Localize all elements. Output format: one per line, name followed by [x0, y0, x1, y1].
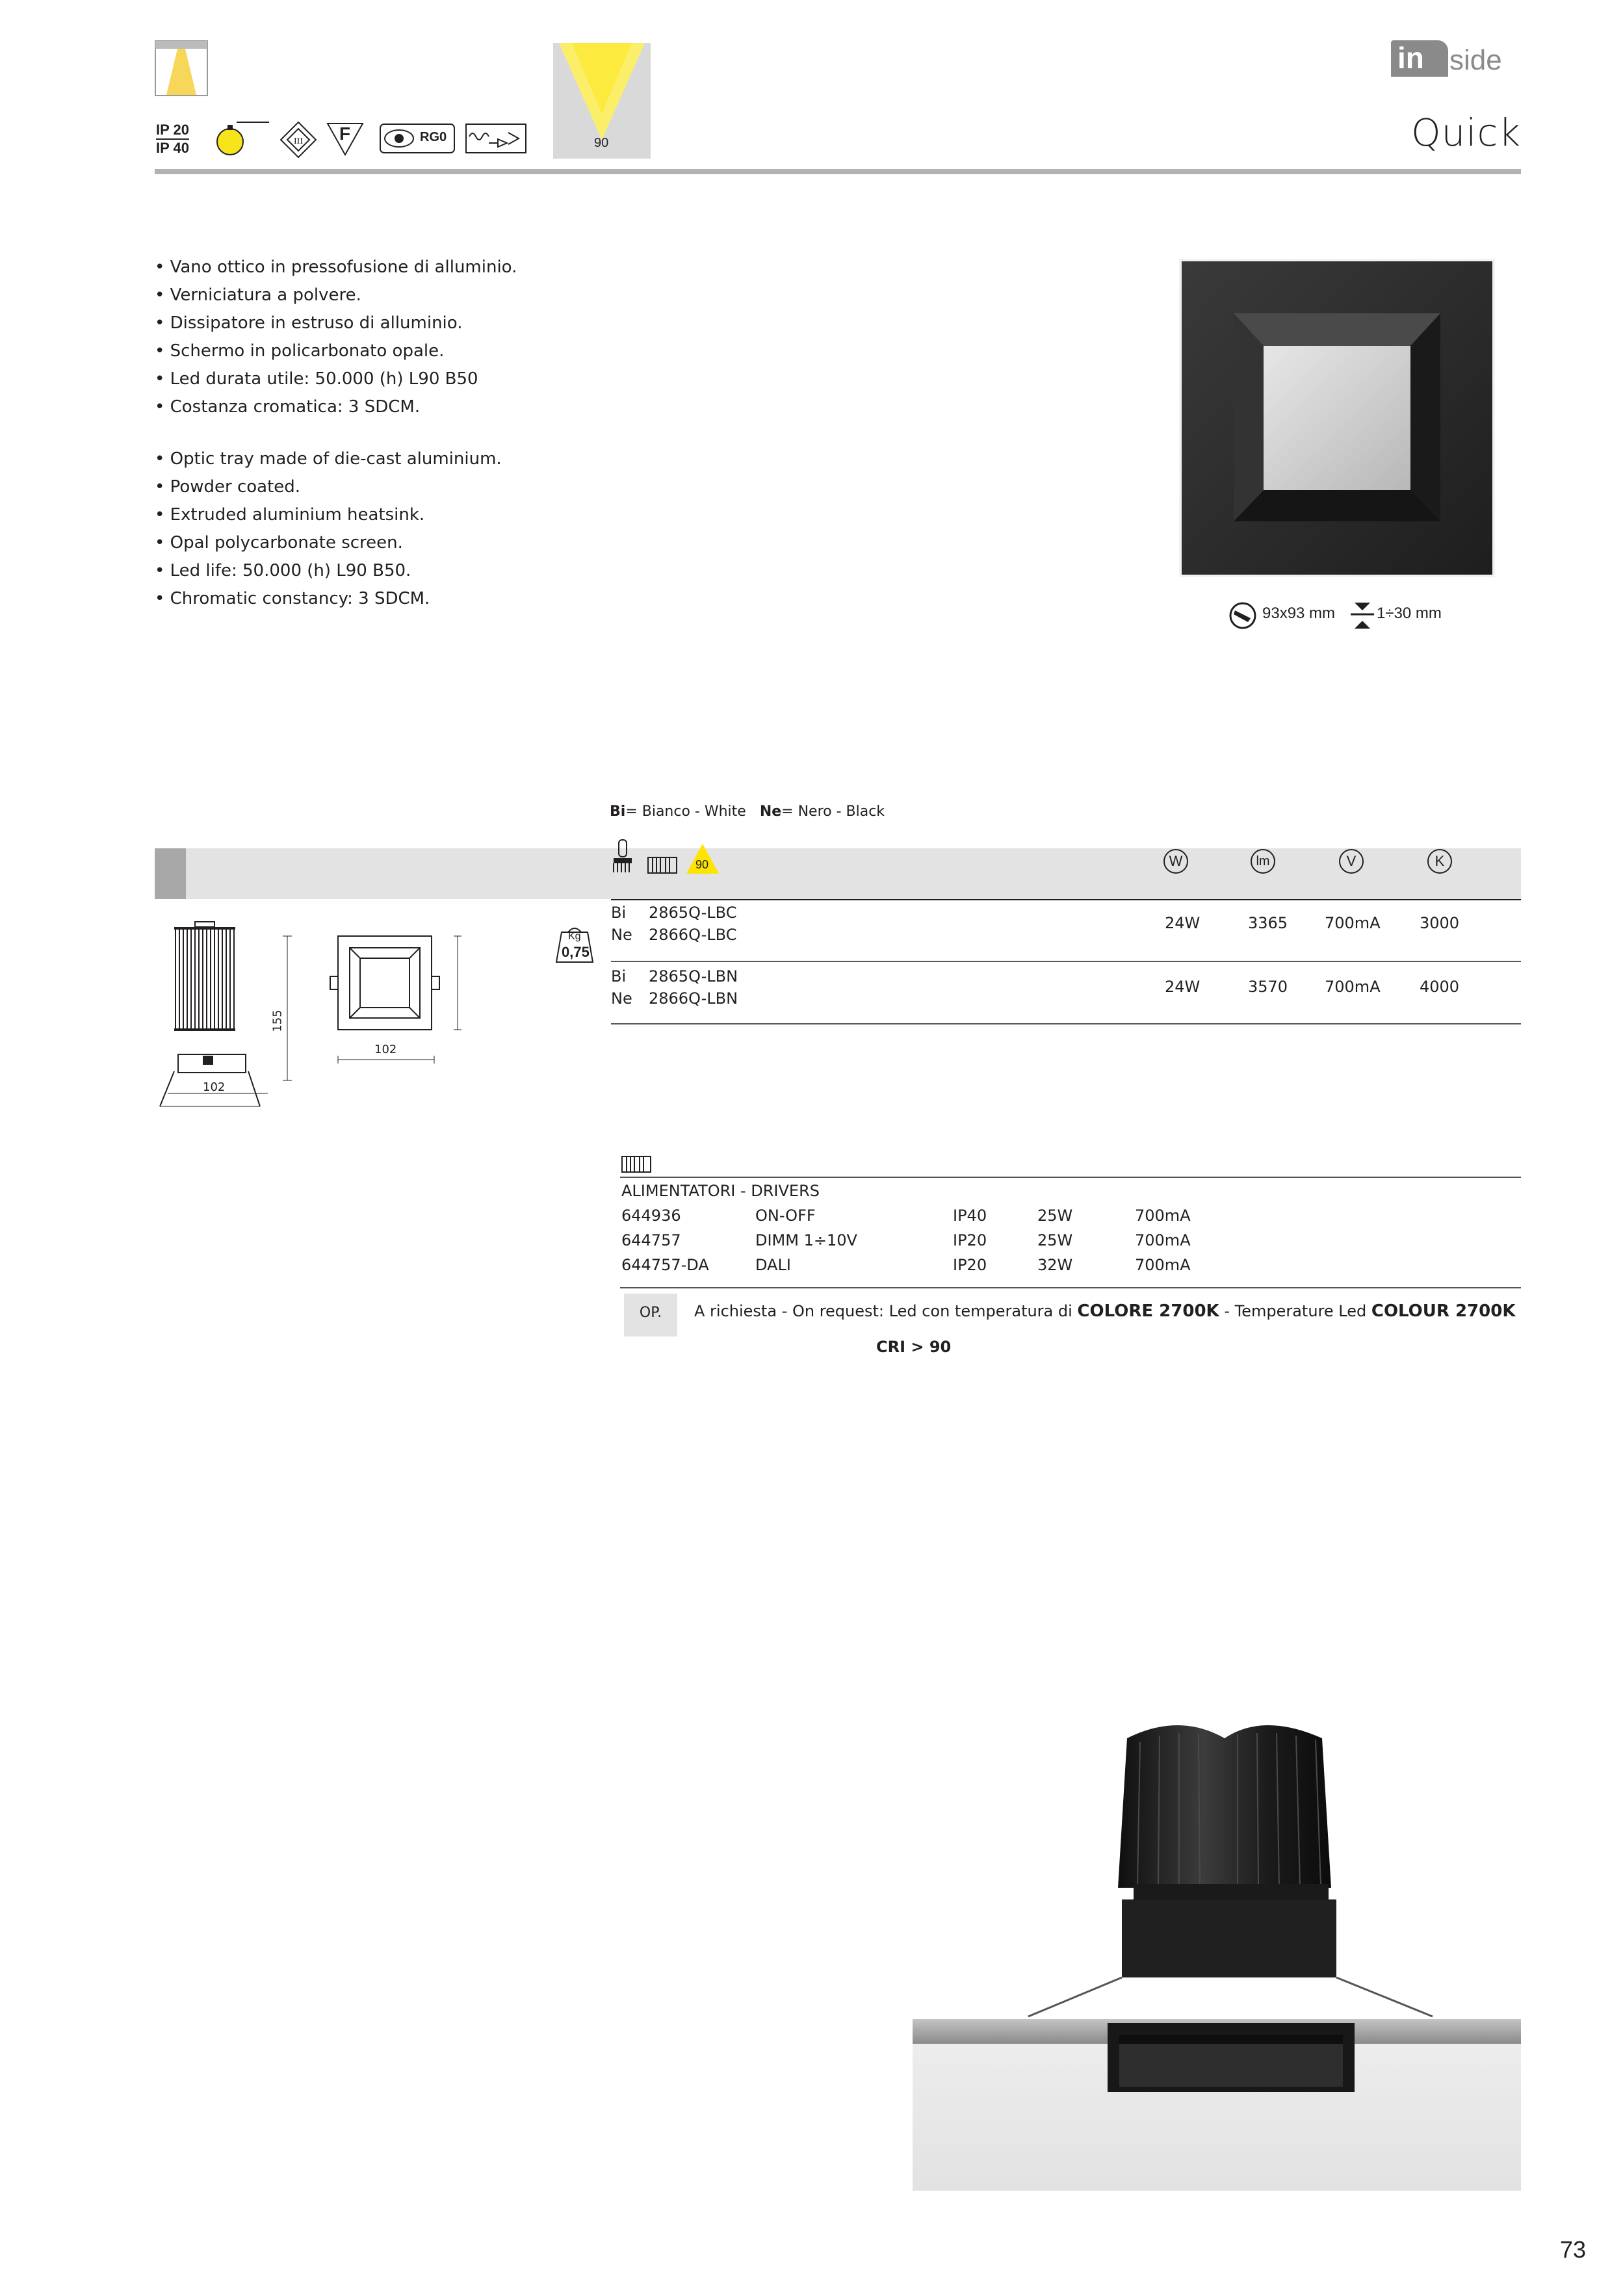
bulb-icon — [213, 118, 269, 159]
svg-text:III: III — [294, 137, 303, 146]
watt-icon: W — [1163, 849, 1188, 874]
page-title: Quick — [1410, 111, 1521, 155]
product-code: 2866Q-LBN — [649, 989, 738, 1008]
drivers-rule-top — [620, 1177, 1521, 1178]
description-line: • Extruded aluminium heatsink. — [155, 505, 425, 525]
brand-logo — [1391, 38, 1521, 83]
driver-current: 700mA — [1135, 1231, 1191, 1249]
weight-value: 0,75 — [562, 944, 590, 960]
kelvin-value: 4000 — [1420, 978, 1460, 996]
product-photo-front — [1179, 259, 1495, 577]
legend-bi-text: = Bianco - White — [625, 803, 746, 820]
driver-type: DALI — [755, 1256, 791, 1274]
driver-ip: IP20 — [953, 1256, 987, 1274]
weight-unit: Kg — [568, 931, 581, 942]
product-code: 2865Q-LBC — [649, 904, 737, 922]
technical-drawing-front — [322, 931, 472, 1074]
options-text-part: - Temperature Led — [1219, 1302, 1371, 1320]
description-line: • Opal polycarbonate screen. — [155, 533, 403, 553]
ip-rating — [156, 122, 189, 157]
kelvin-value: 3000 — [1420, 914, 1460, 932]
driver-ip: IP40 — [953, 1207, 987, 1225]
driver-section-icon — [621, 1156, 651, 1173]
description-line: • Led durata utile: 50.000 (h) L90 B50 — [155, 369, 478, 389]
driver-current: 700mA — [1135, 1256, 1191, 1274]
description-line: • Dissipatore in estruso di alluminio. — [155, 313, 463, 333]
cri-badge-icon — [685, 842, 720, 875]
driver-current: 700mA — [1135, 1207, 1191, 1225]
drivers-title: ALIMENTATORI - DRIVERS — [621, 1182, 820, 1200]
column-watt — [1163, 849, 1188, 874]
table-row — [621, 1256, 1518, 1281]
product-code: 2865Q-LBN — [649, 967, 738, 985]
column-current — [1339, 849, 1364, 874]
lumen-icon: lm — [1251, 849, 1275, 874]
current-icon: V — [1339, 849, 1364, 874]
drawing-width-side-label: 102 — [203, 1080, 226, 1094]
options-text-bold: COLOUR 2700K — [1371, 1301, 1516, 1321]
current-value: 700mA — [1325, 914, 1381, 932]
driver-ip: IP20 — [953, 1231, 987, 1249]
power-value: 24W — [1165, 978, 1201, 996]
legend-ne-key: Ne — [759, 803, 782, 820]
cri-badge-value: 90 — [695, 858, 709, 871]
brand-logo-side: side — [1449, 44, 1502, 76]
driver-code: 644757-DA — [621, 1256, 709, 1274]
table-row — [621, 1207, 1518, 1231]
driver-power: 32W — [1037, 1256, 1073, 1274]
current-value: 700mA — [1325, 978, 1381, 996]
options-text-bold: COLORE 2700K — [1077, 1301, 1219, 1321]
header-divider — [155, 169, 1521, 174]
class-iii-icon — [279, 121, 317, 159]
description-english — [155, 445, 502, 613]
driver-included-icon — [465, 124, 526, 153]
ceiling-thickness-icon — [1351, 601, 1374, 630]
description-line: • Verniciatura a polvere. — [155, 285, 361, 305]
table-rule — [611, 1023, 1521, 1024]
finish-icon — [611, 839, 634, 875]
fire-rating-label: F — [339, 124, 351, 144]
drawing-height-label: 155 — [270, 1010, 285, 1032]
column-lumen — [1251, 849, 1275, 874]
rg-label: RG0 — [420, 130, 447, 144]
description-line: • Optic tray made of die-cast aluminium. — [155, 449, 502, 469]
options-cri: CRI > 90 — [876, 1338, 952, 1356]
beam-angle-value: 90 — [594, 136, 609, 150]
table-header-bar — [155, 848, 1521, 899]
column-kelvin — [1427, 849, 1452, 874]
finish-bi: Bi — [611, 904, 627, 922]
finish-legend — [610, 803, 885, 820]
driver-code: 644757 — [621, 1231, 681, 1249]
table-row — [611, 898, 1521, 961]
description-line: • Schermo in policarbonato opale. — [155, 341, 445, 361]
product-code: 2866Q-LBC — [649, 926, 737, 944]
driver-icon — [647, 857, 677, 874]
driver-type: DIMM 1÷10V — [755, 1231, 857, 1249]
options-text — [694, 1301, 1515, 1321]
table-row — [611, 962, 1521, 1024]
driver-power: 25W — [1037, 1207, 1073, 1225]
photobiological-risk-icon — [380, 124, 455, 153]
table-row — [621, 1231, 1518, 1256]
drivers-rule-bottom — [620, 1287, 1521, 1288]
legend-bi-key: Bi — [610, 803, 626, 820]
options-label: OP. — [624, 1294, 677, 1337]
power-value: 24W — [1165, 914, 1201, 932]
technical-drawing-side — [151, 918, 300, 1113]
options-text-part: A richiesta - On request: Led con temperatura di — [694, 1302, 1078, 1320]
driver-code: 644936 — [621, 1207, 681, 1225]
driver-power: 25W — [1037, 1231, 1073, 1249]
page-number: 73 — [1559, 2236, 1586, 2263]
finish-ne: Ne — [611, 989, 632, 1008]
brand-logo-in: in — [1397, 41, 1424, 75]
legend-ne-text: = Nero - Black — [781, 803, 885, 820]
lumen-value: 3570 — [1248, 978, 1288, 996]
cutout-dimension: 93x93 mm — [1262, 605, 1336, 622]
weight-icon — [554, 926, 595, 963]
description-line: • Powder coated. — [155, 477, 301, 497]
ceiling-thickness: 1÷30 mm — [1377, 605, 1442, 622]
driver-type: ON-OFF — [755, 1207, 816, 1225]
cutout-icon — [1228, 601, 1257, 630]
finish-bi: Bi — [611, 967, 627, 985]
drawing-width-front-label: 102 — [374, 1043, 397, 1056]
description-line: • Led life: 50.000 (h) L90 B50. — [155, 561, 411, 581]
ip-rating-line2: IP 40 — [156, 140, 189, 156]
lumen-value: 3365 — [1248, 914, 1288, 932]
description-line: • Vano ottico in pressofusione di alluminio. — [155, 257, 517, 277]
description-italian — [155, 254, 517, 421]
ip-rating-line1: IP 20 — [156, 122, 189, 140]
description-line: • Chromatic constancy: 3 SDCM. — [155, 589, 430, 608]
downlight-beam-icon — [155, 40, 208, 96]
fire-rating-icon — [326, 122, 364, 156]
beam-angle-icon — [552, 42, 651, 159]
table-header-accent — [155, 848, 186, 899]
kelvin-icon: K — [1427, 849, 1452, 874]
product-photo-installed — [913, 1716, 1521, 2191]
description-line: • Costanza cromatica: 3 SDCM. — [155, 397, 421, 417]
finish-ne: Ne — [611, 926, 632, 944]
